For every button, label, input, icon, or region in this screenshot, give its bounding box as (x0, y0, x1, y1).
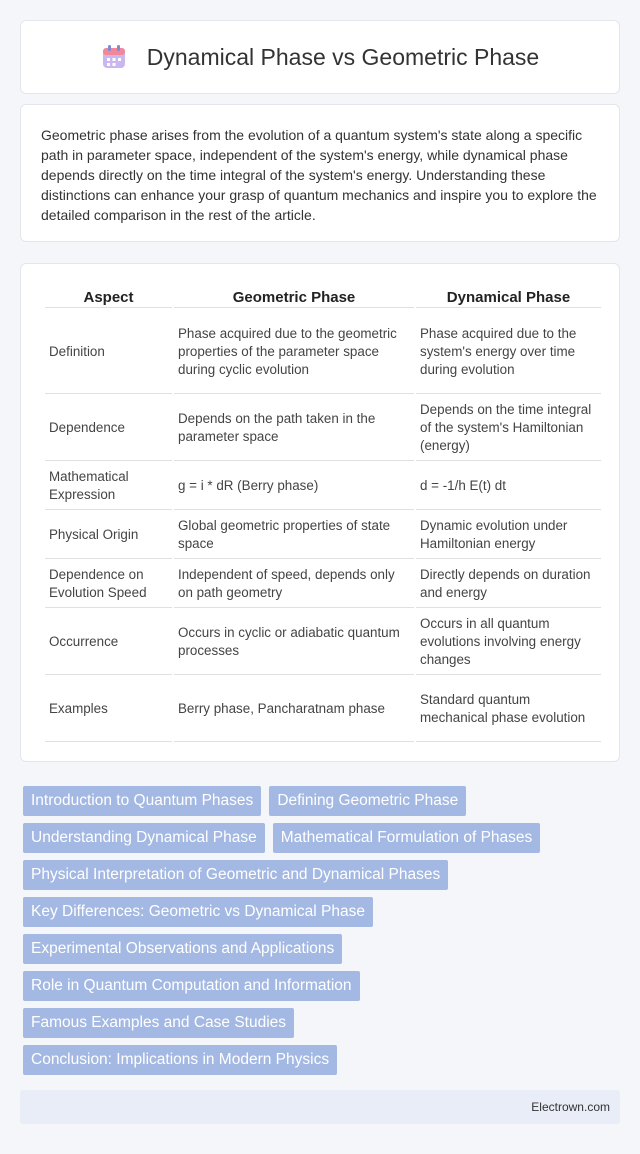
cell-dynamical: Directly depends on duration and energy (416, 561, 601, 608)
table-row (45, 396, 601, 461)
footer (20, 1090, 620, 1124)
cell-dynamical: d = -1/h E(t) dt (416, 463, 601, 510)
cell-geometric: Phase acquired due to the geometric properties of the parameter space during cyclic evolution (174, 310, 414, 394)
link-row (23, 934, 617, 964)
header-geometric: Geometric Phase (174, 286, 414, 308)
table-row (45, 677, 601, 742)
cell-aspect: Dependence on Evolution Speed (45, 561, 172, 608)
link-row (23, 1008, 617, 1038)
intro-text: Geometric phase arises from the evolution of a quantum system's state along a specific path in parameter space, independent of the system's energy, while dynamical phase depends directly on the time integral of the system's energy. Understanding these distinctions can enhance your grasp of quantum mechanics and inspire you to explore the detailed comparison in the rest of the article. (41, 127, 597, 223)
link-physical-interpretation[interactable]: Physical Interpretation of Geometric and Dynamical Phases (23, 860, 448, 890)
link-key-differences[interactable]: Key Differences: Geometric vs Dynamical Phase (23, 897, 373, 927)
link-row (23, 1045, 617, 1075)
title-card (20, 20, 620, 94)
cell-geometric: g = i * dR (Berry phase) (174, 463, 414, 510)
link-quantum-computation[interactable]: Role in Quantum Computation and Information (23, 971, 360, 1001)
cell-aspect: Mathematical Expression (45, 463, 172, 510)
header-aspect: Aspect (45, 286, 172, 308)
link-row (23, 971, 617, 1001)
link-row (23, 897, 617, 927)
comparison-table-card (20, 263, 620, 762)
header-dynamical: Dynamical Phase (416, 286, 601, 308)
link-famous-examples[interactable]: Famous Examples and Case Studies (23, 1008, 294, 1038)
cell-geometric: Berry phase, Pancharatnam phase (174, 677, 414, 742)
table-row (45, 512, 601, 559)
cell-dynamical: Phase acquired due to the system's energy over time during evolution (416, 310, 601, 394)
table-row (45, 463, 601, 510)
cell-geometric: Global geometric properties of state space (174, 512, 414, 559)
cell-dynamical: Depends on the time integral of the system's Hamiltonian (energy) (416, 396, 601, 461)
cell-aspect: Dependence (45, 396, 172, 461)
cell-aspect: Occurrence (45, 610, 172, 675)
cell-aspect: Physical Origin (45, 512, 172, 559)
link-row (23, 786, 617, 816)
cell-geometric: Depends on the path taken in the parameter space (174, 396, 414, 461)
intro-card (20, 104, 620, 242)
table-row (45, 310, 601, 394)
footer-site[interactable]: Electrown.com (531, 1100, 610, 1114)
table-row (45, 561, 601, 608)
cell-dynamical: Standard quantum mechanical phase evolution (416, 677, 601, 742)
cell-dynamical: Occurs in all quantum evolutions involving energy changes (416, 610, 601, 675)
cell-aspect: Definition (45, 310, 172, 394)
cell-dynamical: Dynamic evolution under Hamiltonian energy (416, 512, 601, 559)
link-understanding-dynamical[interactable]: Understanding Dynamical Phase (23, 823, 265, 853)
link-defining-geometric[interactable]: Defining Geometric Phase (269, 786, 466, 816)
comparison-table (43, 284, 603, 744)
page-title: Dynamical Phase vs Geometric Phase (146, 43, 540, 70)
link-introduction[interactable]: Introduction to Quantum Phases (23, 786, 261, 816)
link-row (23, 823, 617, 853)
cell-aspect: Examples (45, 677, 172, 742)
cell-geometric: Independent of speed, depends only on path geometry (174, 561, 414, 608)
link-conclusion[interactable]: Conclusion: Implications in Modern Physics (23, 1045, 337, 1075)
topic-links (23, 786, 617, 1082)
table-header-row (45, 286, 601, 308)
cell-geometric: Occurs in cyclic or adiabatic quantum processes (174, 610, 414, 675)
link-mathematical-formulation[interactable]: Mathematical Formulation of Phases (273, 823, 541, 853)
calendar-icon (101, 44, 127, 70)
link-experimental[interactable]: Experimental Observations and Applications (23, 934, 342, 964)
link-row (23, 860, 617, 890)
table-row (45, 610, 601, 675)
